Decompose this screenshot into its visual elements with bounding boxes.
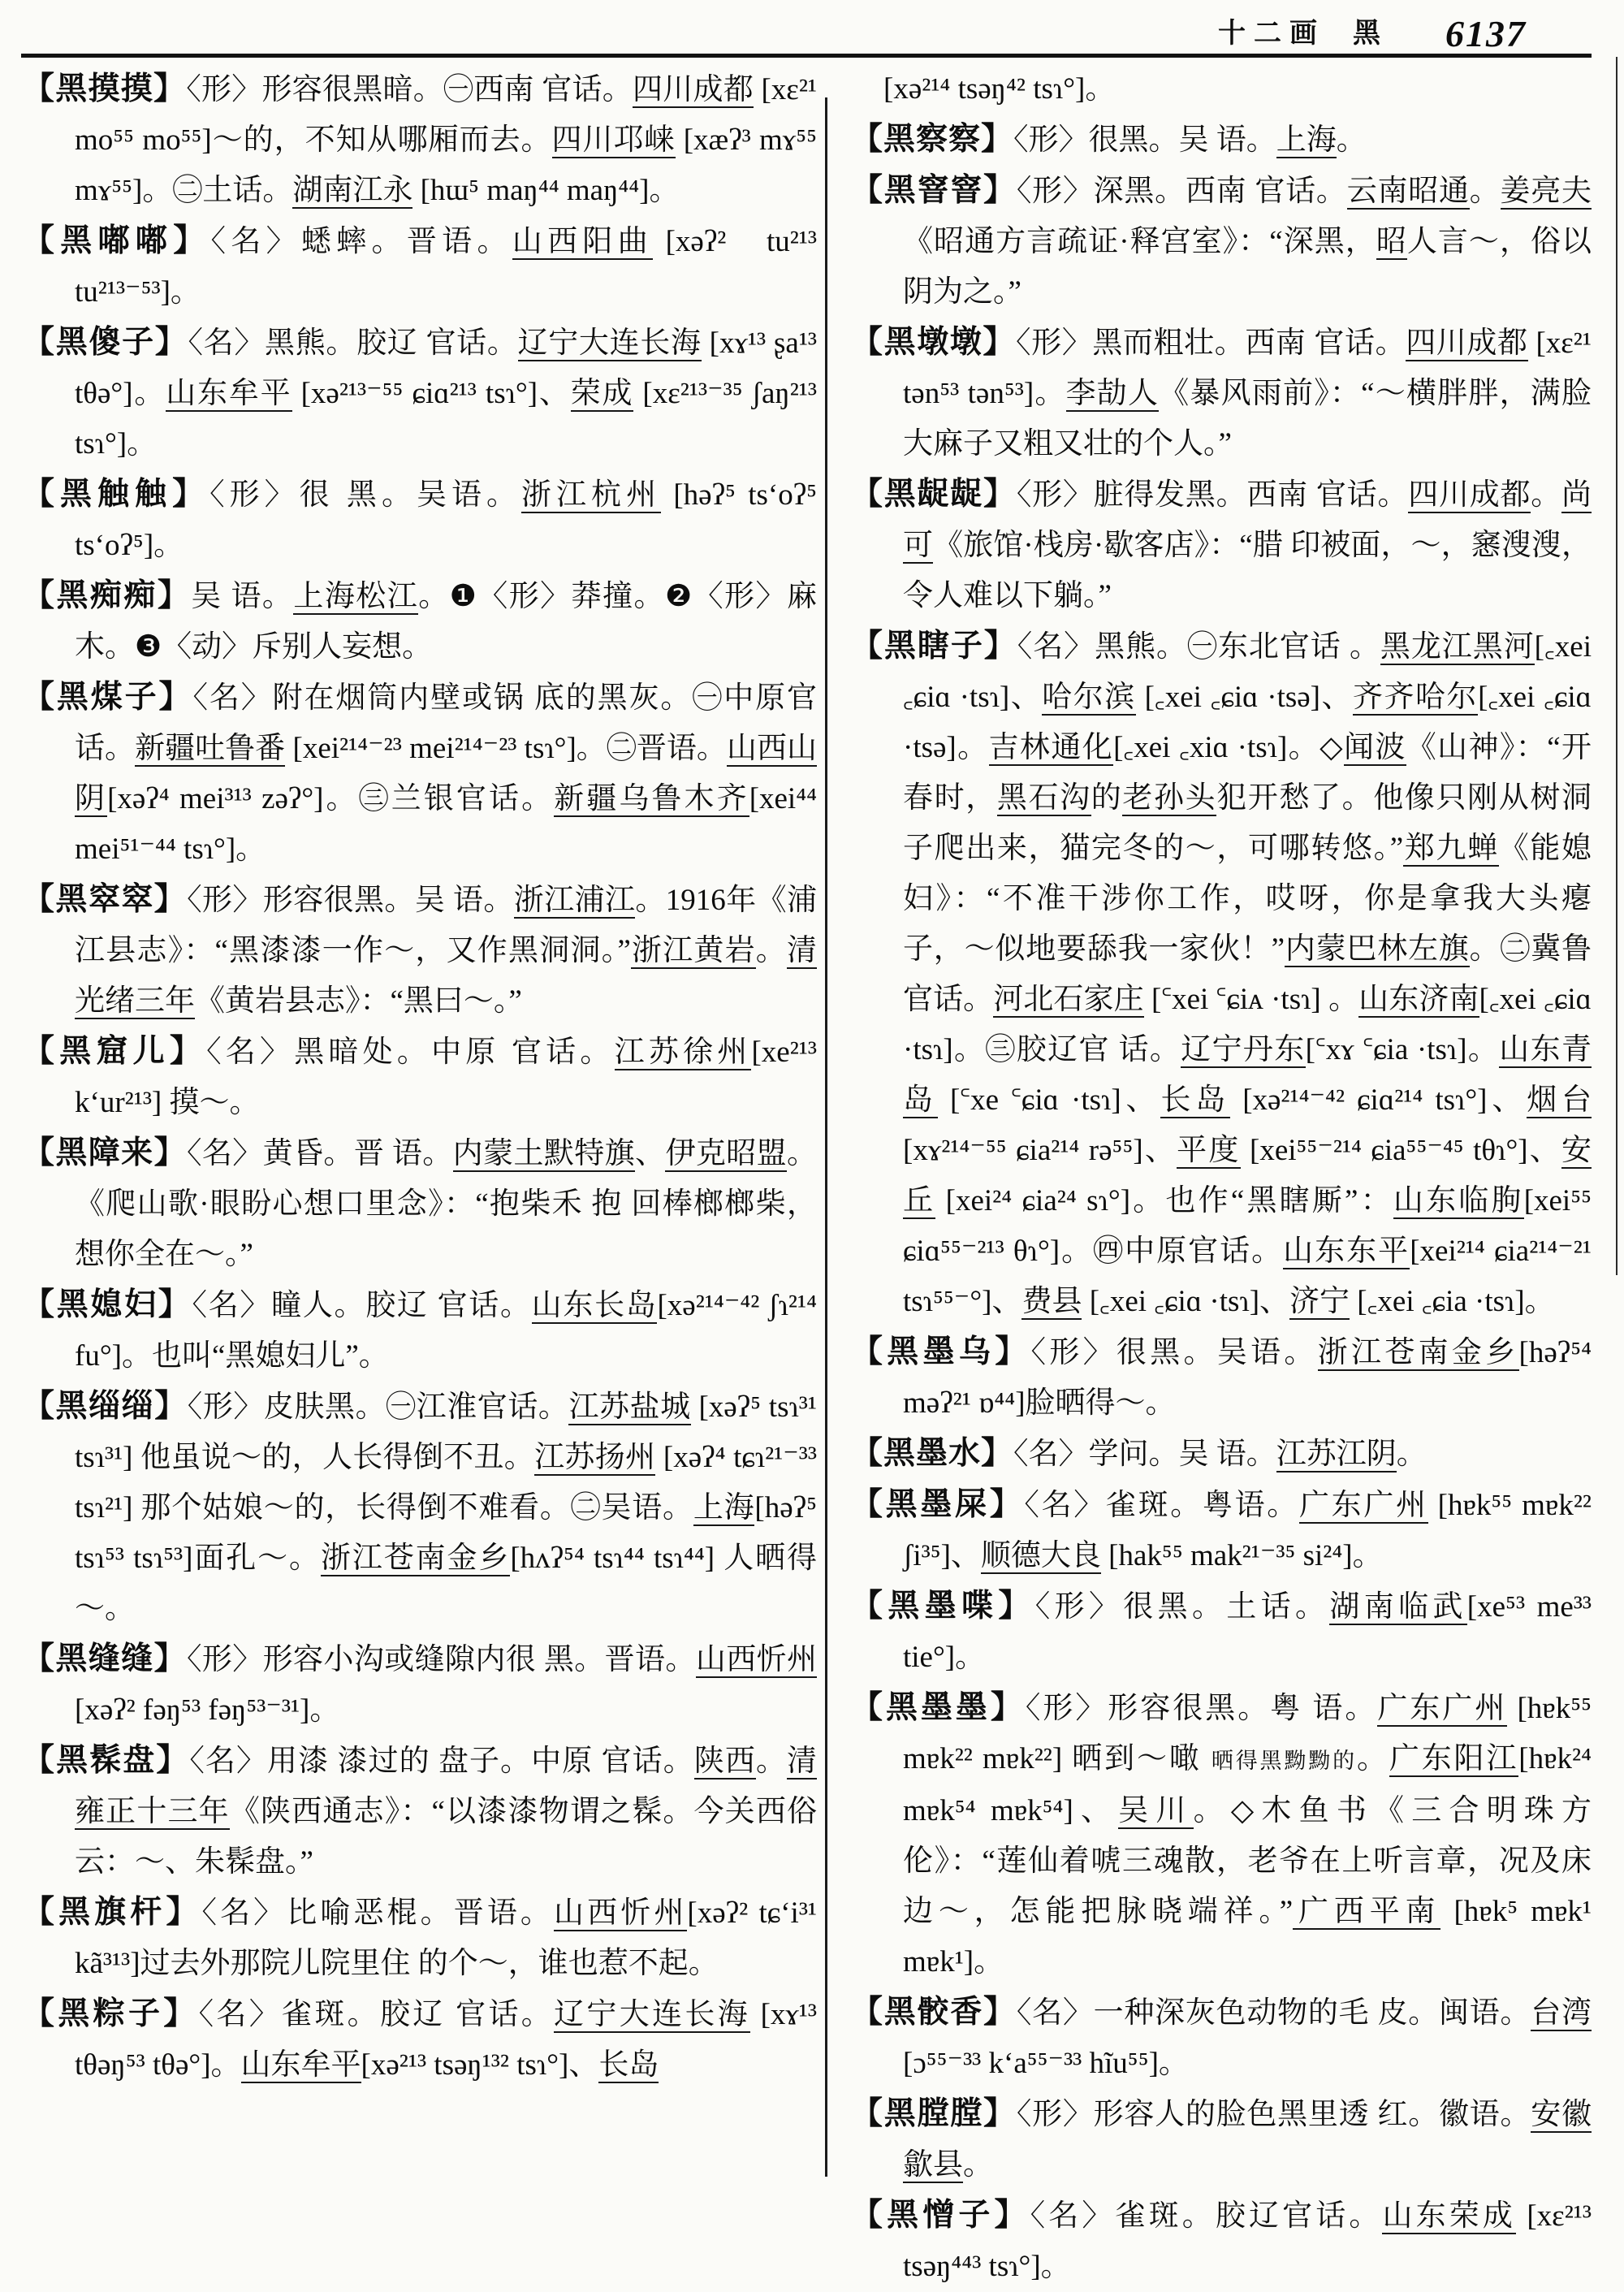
entry-text: [꜀xei ꜀xiɑ ·tsɿ]。◇: [1113, 731, 1344, 764]
entry-headword: 【黑墨屎】: [851, 1487, 1025, 1522]
proper-noun-underlined: 山东青岛: [903, 1033, 1592, 1117]
proper-noun-underlined: 黑龙江黑河: [1380, 630, 1535, 664]
entry-text: [xε²¹³⁻³⁵ ʃaŋ²¹³ tsɿ°]。: [75, 377, 817, 461]
proper-noun-underlined: 广东广州: [1377, 1692, 1508, 1725]
entry-text: [xɤ¹³ ʂa¹³ tθə°]。: [75, 327, 818, 410]
proper-noun-underlined: 长岛: [1160, 1083, 1231, 1117]
entry-text: 犯开愁了。他像只刚从树洞子爬出来，猫完冬的～，可哪转悠。”: [903, 781, 1592, 865]
proper-noun-underlined: 清雍正十三年: [75, 1745, 818, 1828]
entry-headword: 【黑痴痴】: [23, 578, 192, 613]
entry-text: [xei⁵⁵⁻²¹⁴ ɕia⁵⁵⁻⁴⁵ tθɿ°]、: [1240, 1134, 1562, 1167]
dictionary-entry: [23, 216, 817, 318]
proper-noun-underlined: 新疆吐鲁番: [135, 732, 286, 765]
entry-text: 。: [963, 2148, 993, 2182]
entry-text: 〈名〉蟋蟀。晋语。: [210, 225, 512, 258]
entry-headword: 【黑察察】: [851, 122, 1014, 157]
entry-text: [꜀xei ꜀ɕiɑ ·tsə]。: [903, 681, 1592, 764]
text-columns: [0, 58, 1624, 2292]
proper-noun-underlined: 闻波: [1343, 731, 1406, 764]
entry-text: 〈形〉形容很黑暗。㊀西南 官话。: [186, 73, 633, 106]
proper-noun-underlined: 长岛: [598, 2048, 659, 2082]
proper-noun-underlined: 四川成都: [1406, 327, 1528, 360]
proper-noun-underlined: 顺德大良: [980, 1539, 1101, 1572]
proper-noun-underlined: 广西平南: [1293, 1895, 1441, 1928]
dictionary-entry: [23, 672, 817, 875]
proper-noun-underlined: 山东荣成: [1382, 2199, 1516, 2233]
proper-noun-underlined: 四川成都: [632, 73, 754, 106]
entry-headword: 【黑瞎子】: [851, 629, 1017, 664]
proper-noun-underlined: 辽宁大连长海: [517, 327, 702, 360]
page-edge-line: [1616, 57, 1618, 1275]
entry-text: 〈形〉黑而粗壮。西南 官话。: [1016, 327, 1406, 360]
entry-text: [xei²¹⁴⁻²³ mei²¹⁴⁻²³ tsɿ°]。㊁晋语。: [285, 732, 727, 765]
entry-text: 。: [755, 934, 788, 967]
proper-noun-underlined: 荣成: [570, 377, 634, 410]
radical-label: 黑: [1353, 19, 1380, 49]
proper-noun-underlined: 伊克昭盟: [665, 1137, 788, 1170]
proper-noun-underlined: 上海松江: [293, 580, 419, 613]
entry-text: [xei⁴⁴ mei⁵¹⁻⁴⁴ tsɿ°]。: [75, 782, 818, 866]
proper-noun-underlined: 四川成都: [1408, 478, 1531, 512]
proper-noun-underlined: 上海: [1276, 123, 1337, 157]
entry-text: [hɐk⁵ mɐk¹ mɐk¹]。: [903, 1895, 1592, 1978]
entry-text: 〈形〉深黑。西南 官话。: [1016, 175, 1347, 208]
proper-noun-underlined: 山东东平: [1283, 1235, 1410, 1268]
entry-text: [hɐk⁵⁵ mɐk²² mɐk²²] 晒到～噉: [903, 1692, 1592, 1775]
proper-noun-underlined: 山西忻州: [554, 1896, 688, 1930]
proper-noun-underlined: 山东牟平: [240, 2048, 361, 2082]
entry-headword: 【黑骹香】: [851, 1995, 1017, 2030]
proper-noun-underlined: 新疆乌鲁木齐: [554, 782, 749, 815]
proper-noun-underlined: 浙江浦江: [513, 884, 636, 917]
entry-text: 〈名〉黑熊。㊀东北官话 。: [1017, 630, 1380, 664]
entry-text: 。: [1469, 175, 1501, 208]
entry-text: 《山神》：“开春时，: [903, 731, 1592, 815]
entry-text: 〈名〉雀斑。胶辽官话。: [1030, 2199, 1383, 2233]
entry-text: 。: [1531, 478, 1562, 512]
entry-text: 。: [1336, 123, 1367, 157]
entry-text: [xə²¹⁴ tsəŋ⁴² tsɿ°]。: [883, 72, 1116, 106]
entry-text: [həʔ⁵ tsʻoʔ⁵ tsʻoʔ⁵]。: [75, 478, 818, 562]
entry-text: [xəʔ⁴ mei³¹³ zəʔ°]。㊂兰银官话。: [107, 782, 555, 815]
dictionary-entry: [23, 1989, 817, 2091]
dictionary-entry: [23, 1634, 817, 1736]
column-divider-line: [825, 97, 827, 2177]
entry-text: [həʔ⁵⁴ məʔ²¹ ɒ⁴⁴]脸晒得～。: [903, 1336, 1592, 1420]
entry-text: [xə²¹⁴⁻⁴² ʃɿ²¹⁴ fu°]。也叫“黑媳妇儿”。: [75, 1289, 818, 1373]
entry-text: [꜀xei ꜀ɕiɑ ·tsɿ]、: [1082, 1285, 1290, 1318]
proper-noun-underlined: 老孙头: [1122, 781, 1217, 815]
dictionary-entry: [851, 469, 1592, 621]
dictionary-entry: [23, 571, 817, 672]
dictionary-entry: [851, 2089, 1592, 2190]
entry-headword: 【黑摸摸】: [23, 71, 187, 106]
dictionary-entry: [851, 1683, 1592, 1987]
entry-text: [xæʔ³ mɤ⁵⁵ mɤ⁵⁵]。㊁土话。: [75, 123, 817, 207]
dictionary-entry: [23, 318, 817, 469]
entry-headword: 【黑缝缝】: [23, 1641, 187, 1676]
small-gloss-text: 晒得黑黝黝的: [1211, 1749, 1357, 1773]
entry-text: 。◇木鱼书《三合明珠方伦》：“莲仙着唬三魂散，老爷在上听言章，况及床边～，怎能把脉晓端祥。”: [903, 1794, 1592, 1928]
entry-text: 。: [1356, 1742, 1389, 1775]
entry-text: [xə²¹³ tsəŋ¹³² tsɿ°]、: [361, 2048, 599, 2082]
entry-headword: 【黑窨窨】: [851, 173, 1017, 208]
dictionary-entry: [23, 1280, 817, 1382]
entry-text: [xəʔ² fəŋ⁵³ fəŋ⁵³⁻³¹]。: [75, 1693, 340, 1727]
entry-headword: 【黑憎子】: [851, 2198, 1030, 2233]
proper-noun-underlined: 辽宁丹东: [1181, 1033, 1306, 1066]
entry-text: 、: [635, 1137, 666, 1170]
entry-text: 。《爬山歌·眼盼心想口里念》：“抱柴禾 抱 回棒榔榔柴，想你全在～。”: [75, 1137, 818, 1271]
proper-noun-underlined: 济宁: [1289, 1285, 1350, 1318]
proper-noun-underlined: 李劼人: [1065, 377, 1160, 410]
left-column: [23, 64, 825, 2292]
proper-noun-underlined: 山东牟平: [166, 377, 292, 410]
proper-noun-underlined: 郑九蝉: [1403, 832, 1499, 865]
entry-text: [xei⁵⁵ ɕiɑ⁵⁵⁻²¹³ θɿ°]。㊃中原官话。: [903, 1184, 1592, 1268]
proper-noun-underlined: 浙江苍南金乡: [320, 1542, 511, 1575]
entry-text: 。: [755, 1745, 788, 1778]
entry-text: [꜀xei ꜀ɕiɑ ·tsɿ]。㊂胶辽官 话。: [903, 983, 1592, 1066]
entry-text: [xei²¹⁴ ɕia²¹⁴⁻²¹ tsɿ⁵⁵⁻°]、: [903, 1235, 1592, 1318]
proper-noun-underlined: 江苏扬州: [534, 1441, 656, 1474]
entry-text: 〈名〉用漆 漆过的 盘子。中原 官话。: [189, 1745, 694, 1778]
entry-text: 〈名〉附在烟筒内壁或锅 底的黑灰。㊀中原官话。: [75, 681, 817, 765]
dictionary-entry: [23, 1027, 817, 1128]
dictionary-entry: [851, 318, 1592, 469]
entry-text: 〈形〉脏得发黑。西南 官话。: [1016, 478, 1409, 512]
proper-noun-underlined: 浙江杭州: [521, 478, 662, 512]
entry-text: 〈名〉雀斑。粤语。: [1024, 1489, 1299, 1522]
entry-text: [꜂xɤ ꜂ɕia ·tsɿ]。: [1305, 1033, 1500, 1066]
proper-noun-underlined: 云南昭通: [1346, 175, 1470, 208]
dictionary-entry: [23, 1736, 817, 1888]
entry-text: [xε²¹ mo⁵⁵ mo⁵⁵]～的，不知从哪厢而去。: [75, 73, 818, 157]
entry-text: 《暴风雨前》：“～横胖胖，满脸大麻子又粗又壮的个人。”: [903, 377, 1592, 461]
proper-noun-underlined: 姜亮夫: [1500, 175, 1592, 208]
dictionary-entry: [851, 166, 1592, 318]
entry-text: [xe²¹³ kʻur²¹³] 摸～。: [75, 1036, 817, 1119]
entry-text: 〈名〉学问。吴 语。: [1013, 1438, 1276, 1471]
entry-text: [xə²¹³⁻⁵⁵ ɕiɑ²¹³ tsɿ°]、: [292, 377, 571, 410]
proper-noun-underlined: 浙江黄岩: [630, 934, 756, 967]
entry-text: 。1916年《浦江县志》：“黑漆漆一作～，又作黑洞洞。”: [75, 884, 818, 967]
proper-noun-underlined: 费县: [1021, 1285, 1082, 1318]
entry-text: 《旅馆·栈房·歇客店》：“腊 印被面，～，窸溲溲，令人难以下躺。”: [903, 529, 1592, 612]
proper-noun-underlined: 江苏盐城: [568, 1390, 691, 1424]
dictionary-entry: [23, 1888, 817, 1989]
entry-text: 《昭通方言疏证·释宫室》：“深黑，: [903, 225, 1376, 258]
entry-headword: 【黑窟儿】: [23, 1034, 207, 1069]
proper-noun-underlined: 昭: [1376, 225, 1407, 258]
proper-noun-underlined: 哈尔滨: [1042, 681, 1136, 714]
entry-text: [xəʔ⁴ tɕɿ²¹⁻³³ tsɿ²¹] 那个姑娘～的，长得倒不难看。㊁吴语。: [75, 1441, 817, 1524]
entry-text: [꜂xe ꜂ɕiɑ ·tsɿ]、: [937, 1083, 1161, 1117]
proper-noun-underlined: 山东临朐: [1393, 1184, 1524, 1217]
proper-noun-underlined: 烟台: [1527, 1083, 1592, 1117]
entry-text: [hʌʔ⁵⁴ tsɿ⁴⁴ tsɿ⁴⁴] 人晒得～。: [75, 1542, 817, 1625]
entry-text: [hɐk⁵⁵ mɐk²² ʃi³⁵]、: [903, 1489, 1592, 1572]
dictionary-entry: [851, 621, 1592, 1327]
entry-text: 吴 语。: [191, 580, 294, 613]
entry-text: [xəʔ⁵ tsɿ³¹ tsɿ³¹] 他虽说～的，人长得倒不丑。: [75, 1390, 817, 1474]
entry-text: 《黄岩县志》：“黑曰～。”: [195, 984, 522, 1018]
entry-headword: 【黑墨水】: [851, 1436, 1014, 1471]
entry-text: [xε²¹³ tsəŋ⁴⁴³ tsɿ°]。: [903, 2199, 1592, 2283]
entry-text: 《陕西通志》：“以漆漆物谓之髹。今关西俗云：～、朱髹盘。”: [75, 1795, 818, 1879]
entry-headword: 【黑嘟嘟】: [23, 223, 211, 258]
dictionary-entry: [851, 1327, 1592, 1429]
entry-text: 的: [1091, 781, 1123, 815]
dictionary-entry: [23, 1128, 817, 1280]
entry-text: [xε²¹ tən⁵³ tən⁵³]。: [903, 327, 1592, 410]
proper-noun-underlined: 安徽歙县: [903, 2098, 1592, 2182]
entry-headword: 【黑傻子】: [23, 325, 188, 360]
page-header: [0, 0, 1624, 54]
proper-noun-underlined: 山西忻州: [695, 1643, 817, 1676]
right-column: [825, 64, 1592, 2292]
entry-text: [həʔ⁵ tsɿ⁵³ tsɿ⁵³]面孔～。: [75, 1491, 817, 1575]
stroke-section-label: 十二画: [1218, 19, 1325, 49]
proper-noun-underlined: 河北石家庄: [993, 983, 1144, 1016]
proper-noun-underlined: 清光绪三年: [75, 934, 818, 1018]
proper-noun-underlined: 辽宁大连长海: [554, 1998, 750, 2031]
proper-noun-underlined: 山西阳曲: [512, 225, 654, 258]
entry-text: [hɐk²⁴ mɐk⁵⁴ mɐk⁵⁴]、: [903, 1742, 1592, 1827]
proper-noun-underlined: 江苏徐州: [614, 1036, 752, 1069]
entry-headword: 【黑粽子】: [23, 1996, 199, 2031]
proper-noun-underlined: 山东长岛: [531, 1289, 658, 1322]
proper-noun-underlined: 尚可: [903, 478, 1592, 562]
entry-text: 〈形〉形容小沟或缝隙内很 黑。晋语。: [186, 1643, 696, 1676]
entry-text: 〈形〉形容人的脸色黑里透 红。徽语。: [1016, 2098, 1531, 2131]
entry-text: [xə²¹⁴⁻⁴² ɕiɑ²¹⁴ tsɿ°]、: [1230, 1083, 1527, 1117]
proper-noun-underlined: 吉林通化: [988, 731, 1114, 764]
entry-text: 。❶〈形〉莽撞。❷〈形〉麻木。❸〈动〉斥别人妄想。: [75, 580, 817, 664]
entry-headword: 【黑墨乌】: [851, 1334, 1031, 1369]
entry-text: [hɯ⁵ maŋ⁴⁴ maŋ⁴⁴]。: [412, 174, 680, 207]
entry-text: 〈名〉瞳人。胶辽 官话。: [192, 1289, 532, 1322]
entry-text: 〈名〉黄昏。晋 语。: [186, 1137, 453, 1170]
proper-noun-underlined: 台湾: [1531, 1996, 1592, 2030]
entry-headword: 【黑障来】: [23, 1135, 187, 1170]
page-number: 6137: [1445, 13, 1527, 54]
entry-text: [xe⁵³ me³³ tie°]。: [903, 1590, 1592, 1674]
proper-noun-underlined: 四川邛崃: [551, 123, 676, 157]
entry-text: 。㊁冀鲁官话。: [903, 932, 1592, 1016]
entry-text: 。: [1396, 1438, 1427, 1471]
proper-noun-underlined: 湖南临武: [1329, 1590, 1467, 1624]
proper-noun-underlined: 江苏江阴: [1276, 1438, 1397, 1471]
entry-headword: 【黑膛膛】: [851, 2096, 1017, 2131]
entry-text: [ɔ⁵⁵⁻³³ kʻa⁵⁵⁻³³ hĩu⁵⁵]。: [903, 2047, 1189, 2080]
entry-text: 〈形〉很黑。吴 语。: [1013, 123, 1276, 157]
entry-text: 《能媳妇》：“不准干涉你工作，哎呀，你是拿我大头瘪子，～似地要舔我一家伙！”: [903, 832, 1592, 966]
proper-noun-underlined: 山东济南: [1358, 983, 1479, 1016]
entry-headword: 【黑缁缁】: [23, 1389, 188, 1424]
dictionary-entry: [23, 1382, 817, 1634]
dictionary-entry: [23, 875, 817, 1027]
entry-text: [xɤ¹³ tθəŋ⁵³ tθə°]。: [75, 1998, 817, 2082]
entry-text: [꜀xei ꜀ɕia ·tsɿ]。: [1350, 1285, 1555, 1318]
entry-text: [xəʔ² tu²¹³ tu²¹³⁻⁵³]。: [75, 225, 817, 309]
proper-noun-underlined: 广东阳江: [1389, 1742, 1519, 1775]
entry-headword: 【黑髹盘】: [23, 1743, 190, 1778]
proper-noun-underlined: 内蒙巴林左旗: [1285, 932, 1470, 966]
proper-noun-underlined: 广东广州: [1299, 1489, 1428, 1522]
entry-headword: 【黑墨喋】: [851, 1589, 1035, 1624]
entry-text: 〈名〉黑暗处。中原 官话。: [206, 1036, 615, 1069]
proper-noun-underlined: 安丘: [903, 1134, 1592, 1217]
entry-text: 〈形〉皮肤黑。㊀江淮官话。: [187, 1390, 569, 1424]
proper-noun-underlined: 山西山阴: [75, 732, 818, 815]
proper-noun-underlined: 吴川: [1118, 1794, 1194, 1827]
entry-text: 〈名〉雀斑。胶辽 官话。: [198, 1998, 555, 2031]
dictionary-entry: [851, 1581, 1592, 1683]
entry-headword: 【黑墨墨】: [851, 1690, 1026, 1725]
dictionary-entry: [851, 2190, 1592, 2292]
proper-noun-underlined: 湖南江永: [292, 174, 413, 207]
entry-headword: 【黑媳妇】: [23, 1287, 192, 1322]
entry-text: [꜀xei ꜀ɕiɑ ·tsə]、: [1135, 681, 1354, 714]
proper-noun-underlined: 上海: [693, 1491, 755, 1524]
entry-text: [xəʔ² tɕʻi³¹ kã³¹³]过去外那院儿院里住 的个～，谁也惹不起。: [75, 1896, 818, 1980]
entry-text: 〈形〉形容很黑。粤 语。: [1025, 1692, 1378, 1725]
proper-noun-underlined: 内蒙土默特旗: [452, 1137, 636, 1170]
dictionary-entry: [23, 469, 817, 571]
proper-noun-underlined: 浙江苍南金乡: [1317, 1336, 1519, 1369]
proper-noun-underlined: 平度: [1177, 1134, 1241, 1167]
dictionary-entry: [851, 1429, 1592, 1480]
proper-noun-underlined: 黑石沟: [996, 781, 1091, 815]
entry-text: [xei²⁴ ɕia²⁴ sɿ°]。也作“黑瞎厮”：: [935, 1184, 1393, 1217]
entry-text: [꜂xei ꜂ɕiᴀ ·tsɿ] 。: [1143, 983, 1359, 1016]
entry-headword: 【黑煤子】: [23, 680, 193, 715]
entry-text: 〈名〉比喻恶棍。晋语。: [201, 1896, 555, 1930]
proper-noun-underlined: 陕西: [693, 1745, 756, 1778]
entry-text: 〈名〉黑熊。胶辽 官话。: [188, 327, 518, 360]
dictionary-entry: [851, 64, 1592, 115]
entry-headword: 【黑旗杆】: [23, 1895, 202, 1930]
dictionary-entry: [23, 64, 817, 216]
entry-text: [hak⁵⁵ mak²¹⁻³⁵ si²⁴]。: [1100, 1539, 1383, 1572]
entry-text: [꜀xei ꜀ɕiɑ ·tsɿ]、: [903, 630, 1592, 714]
entry-text: 人言～，俗以阴为之。”: [903, 225, 1592, 309]
entry-text: 〈形〉很黑。土话。: [1034, 1590, 1330, 1624]
entry-headword: 【黑窣窣】: [23, 882, 188, 917]
dictionary-entry: [851, 1480, 1592, 1581]
entry-text: 〈形〉形容很黑。吴 语。: [187, 884, 514, 917]
entry-text: 〈形〉很黑。吴语。: [1030, 1336, 1318, 1369]
entry-headword: 【黑龊龊】: [851, 477, 1017, 512]
proper-noun-underlined: 齐齐哈尔: [1353, 681, 1479, 714]
entry-text: 〈名〉一种深灰色动物的毛 皮。闽语。: [1016, 1996, 1531, 2030]
entry-text: 〈形〉很 黑。吴语。: [209, 478, 522, 512]
dictionary-entry: [851, 1987, 1592, 2089]
entry-headword: 【黑触触】: [23, 477, 210, 512]
dictionary-entry: [851, 115, 1592, 166]
entry-headword: 【黑墩墩】: [851, 325, 1017, 360]
entry-text: [xɤ²¹⁴⁻⁵⁵ ɕia²¹⁴ rə⁵⁵]、: [903, 1134, 1177, 1167]
